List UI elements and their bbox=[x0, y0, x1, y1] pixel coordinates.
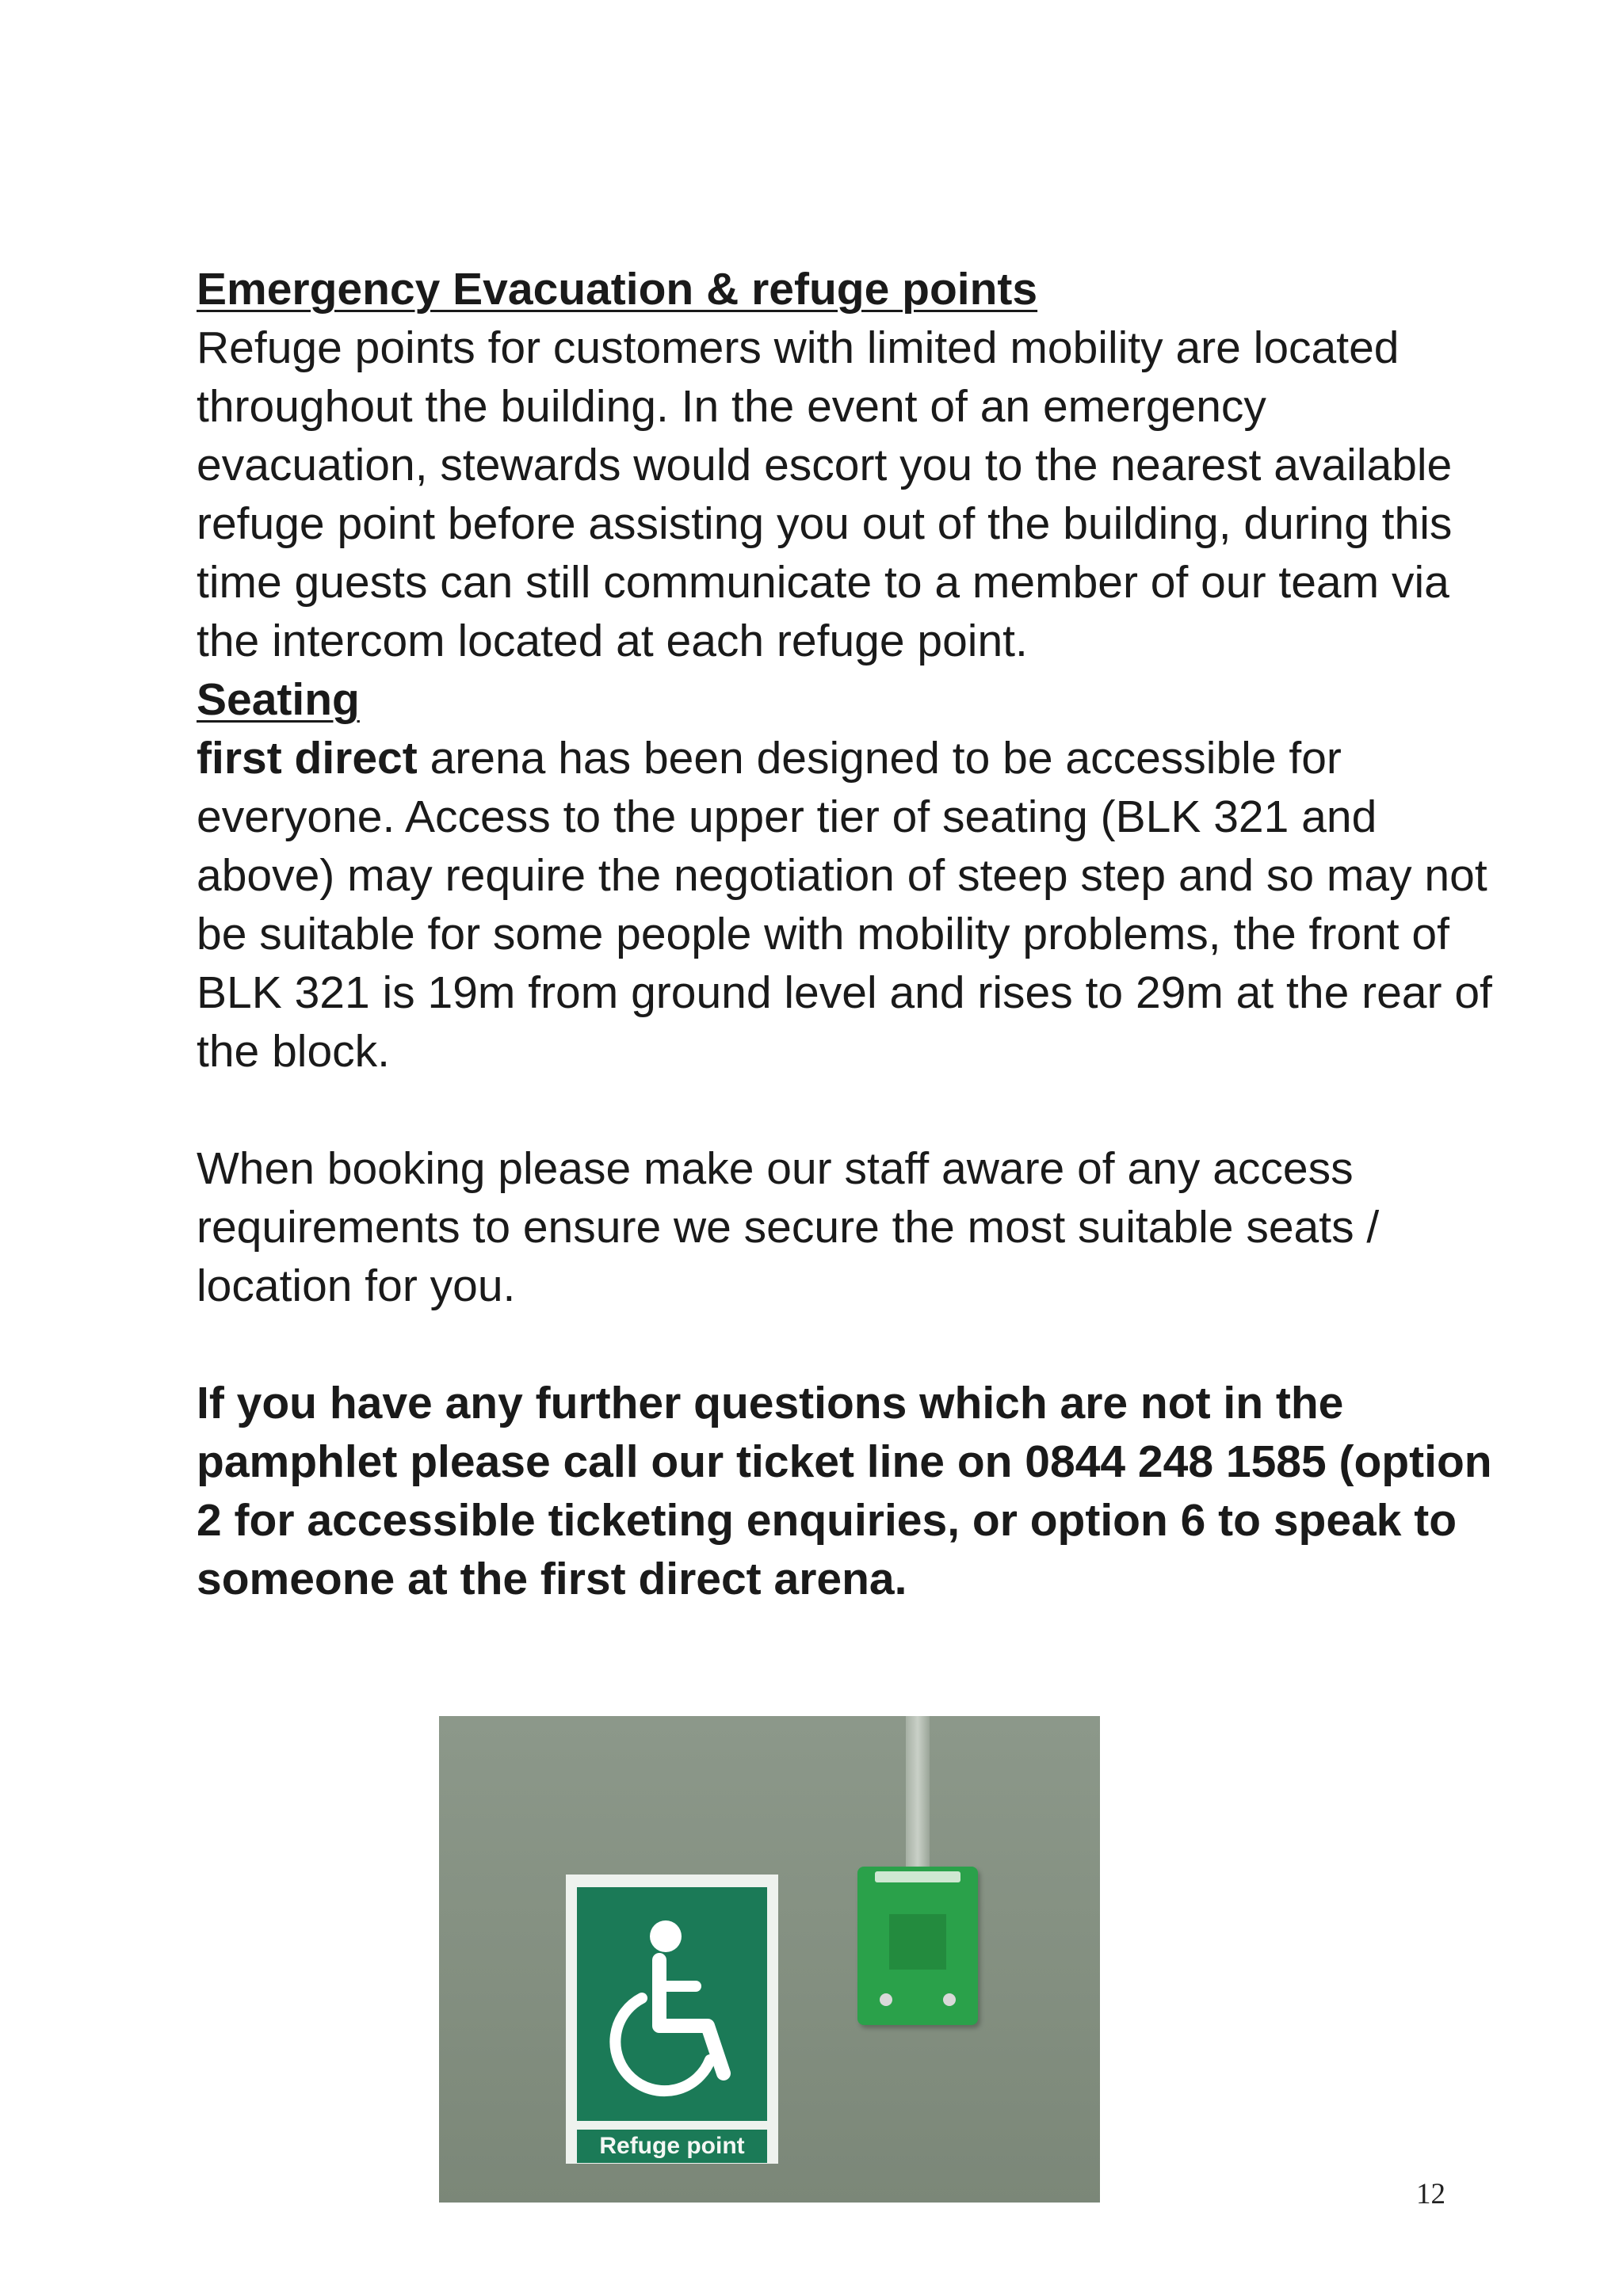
paragraph-seating bbox=[197, 729, 1504, 1081]
paragraph-booking: When booking please make our staff aware of any access requirements to ensure we secure the most suitable seats / location for you. bbox=[197, 1143, 1380, 1311]
paragraph-spacer bbox=[197, 1081, 1504, 1139]
refuge-point-sign bbox=[566, 1875, 778, 2164]
sign-panel bbox=[577, 1887, 767, 2121]
intercom-speaker-grille bbox=[889, 1914, 946, 1970]
body-text bbox=[197, 260, 1504, 1608]
intercom-unit bbox=[857, 1867, 978, 2025]
intercom-button bbox=[943, 1993, 956, 2006]
intercom-label-strip bbox=[875, 1871, 960, 1882]
section-heading-seating: Seating bbox=[197, 674, 360, 725]
paragraph-spacer bbox=[197, 1315, 1504, 1374]
sign-label: Refuge point bbox=[577, 2130, 767, 2163]
page-number: 12 bbox=[1416, 2178, 1445, 2210]
refuge-point-photo bbox=[439, 1716, 1100, 2203]
paragraph-contact: If you have any further questions which are not in the pamphlet please call our ticket line on 0844 248 1585 (option 2 for accessible ticketing enquiries, or option 6 to speak to someone at the first direct arena. bbox=[197, 1378, 1492, 1604]
paragraph-evacuation: Refuge points for customers with limited mobility are located throughout the building. In the event of an emergency evacuation, stewards would escort you to the nearest available refuge point before assisting you out of the building, during this time guests can still communicate to a member of our team via the intercom located at each refuge point. bbox=[197, 322, 1453, 666]
wheelchair-icon bbox=[577, 1887, 767, 2121]
section-heading-evacuation: Emergency Evacuation & refuge points bbox=[197, 264, 1038, 315]
intercom-button bbox=[880, 1993, 892, 2006]
venue-name: first direct bbox=[197, 733, 418, 784]
paragraph-seating-text: arena has been designed to be accessible for everyone. Access to the upper tier of seating (BLK 321 and above) may require the negotiation of steep step and so may not be suitable for some people with mobility problems, the front of BLK 321 is 19m from ground level and rises to 29m at the rear of the block. bbox=[197, 733, 1492, 1077]
